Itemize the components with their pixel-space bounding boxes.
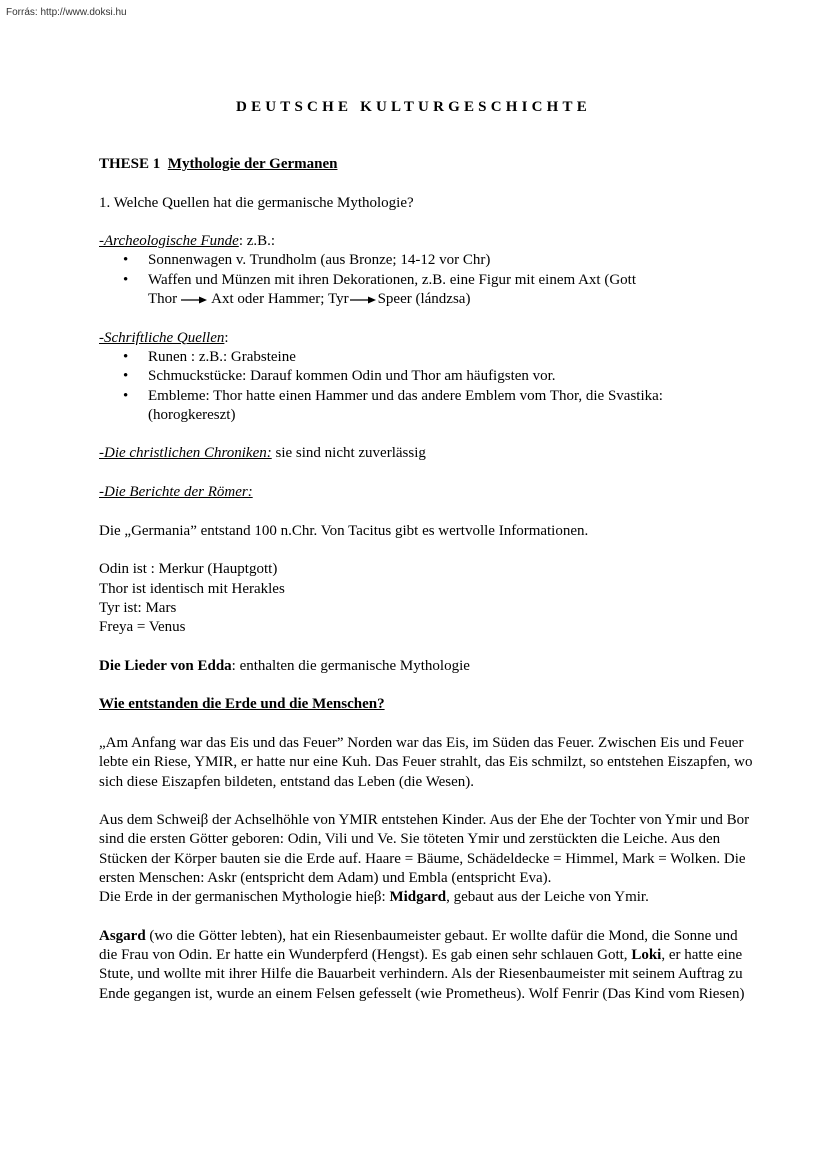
midgard-text-end: , gebaut aus der Leiche von Ymir.: [446, 889, 649, 906]
edda-title: Die Lieder von Edda: [99, 657, 232, 674]
document-title: DEUTSCHE KULTURGESCHICHTE: [236, 99, 591, 115]
midgard-text: Die Erde in der germanischen Mythologie hieβ:: [99, 889, 390, 906]
loki-text: , er hatte eine Stute, und wollte mit ihrer Hilfe die Bauarbeit verhindern. Als der Riesenbaumeister mit seinem Auftrag zu Ende gegangen ist, wurde an einem Felsen gefesselt (wie Prometheus). Wolf Fenrir (Das Kind vom Riesen): [99, 947, 745, 1002]
roemer-label: -Die Berichte der Römer:: [99, 484, 253, 501]
archeo-list: [99, 251, 759, 309]
asgard-term: Asgard: [99, 927, 146, 944]
archeo-suffix: : z.B.:: [238, 233, 276, 250]
list-item: [148, 271, 759, 310]
paragraph-ymir: Aus dem Schweiβ der Achselhöhle von YMIR entstehen Kinder. Aus der Ehe der Tochter von Ymir und Bor sind die ersten Götter geboren: Odin, Vili und Ve. Sie töteten Ymir und zerstückten die Leiche. Aus den Stücken der Körper bauten sie die Erde auf. Haare = Bäume, Schädeldecke = Himmel, Mark = Wolken. Die ersten Menschen: Askr (entspricht dem Adam) und Embla (entspricht Eva).: [99, 812, 750, 886]
thesis-number: THESE 1: [99, 156, 161, 172]
arrow-right-icon: [181, 296, 207, 304]
chroniken-line: [99, 444, 759, 463]
god-line: Tyr ist: Mars: [99, 599, 177, 616]
document-body: [99, 155, 759, 1004]
loki-term: Loki: [631, 947, 662, 964]
thesis-title: Mythologie der Germanen: [167, 156, 338, 172]
bullet-line: Waffen und Münzen mit ihren Dekorationen, z.B. eine Figur mit einem Axt (Gott: [148, 271, 636, 288]
schrift-heading: [99, 329, 759, 348]
schrift-list: [99, 348, 759, 425]
bullet-text: Axt oder Hammer; Tyr: [211, 291, 349, 308]
question-1: 1. Welche Quellen hat die germanische Mythologie?: [99, 194, 414, 211]
bullet-text: Speer (lándzsa): [377, 291, 471, 308]
edda-text: : enthalten die germanische Mythologie: [231, 657, 470, 674]
midgard-term: Midgard: [389, 889, 447, 906]
paragraph-asgard: [99, 927, 759, 1004]
schrift-suffix: :: [224, 329, 229, 346]
section-heading: Wie entstanden die Erde und die Menschen?: [99, 696, 385, 713]
chroniken-label: -Die christlichen Chroniken:: [99, 445, 272, 462]
list-item: • Schmuckstücke: Darauf kommen Odin und Thor am häufigsten vor.: [148, 367, 759, 386]
edda-line: [99, 657, 759, 676]
chroniken-text: sie sind nicht zuverlässig: [271, 445, 426, 462]
arrow-right-icon: [350, 296, 376, 304]
bullet-text: Thor: [148, 291, 178, 308]
source-note: Forrás: http://www.doksi.hu: [6, 7, 127, 18]
list-item: • Runen : z.B.: Grabsteine: [148, 348, 759, 367]
schrift-label: -Schriftliche Quellen: [99, 329, 225, 346]
god-line: Thor ist identisch mit Herakles: [99, 580, 285, 597]
germania-line: Die „Germania” entstand 100 n.Chr. Von Tacitus gibt es wertvolle Informationen.: [99, 522, 589, 539]
archeo-heading: [99, 232, 759, 251]
thesis-heading: [99, 155, 759, 174]
god-line: Freya = Venus: [99, 619, 186, 636]
god-line: Odin ist : Merkur (Hauptgott): [99, 561, 278, 578]
paragraph-midgard: [99, 888, 759, 907]
paragraph-origin: „Am Anfang war das Eis und das Feuer” Norden war das Eis, im Süden das Feuer. Zwischen Eis und Feuer lebte ein Riese, YMIR, er hatte nur eine Kuh. Das Feuer strahlt, das Eis schmilzt, so entstehen Eiszapfen, wo sich diese Eiszapfen bildeten, entstand das Leben (die Wesen).: [99, 734, 753, 790]
roemer-line: [99, 483, 759, 502]
asgard-text: (wo die Götter lebten), hat ein Riesenbaumeister gebaut. Er wollte dafür die Mond, die Sonne und die Frau von Odin. Er hatte ein Wunderpferd (Hengst). Es gab einen sehr schlauen Gott,: [99, 927, 738, 964]
list-item: • Embleme: Thor hatte einen Hammer und das andere Emblem vom Thor, die Svastika: (horogkereszt): [148, 387, 759, 426]
list-item: • Sonnenwagen v. Trundholm (aus Bronze; 14-12 vor Chr): [148, 251, 759, 270]
archeo-label: -Archeologische Funde: [99, 233, 239, 250]
